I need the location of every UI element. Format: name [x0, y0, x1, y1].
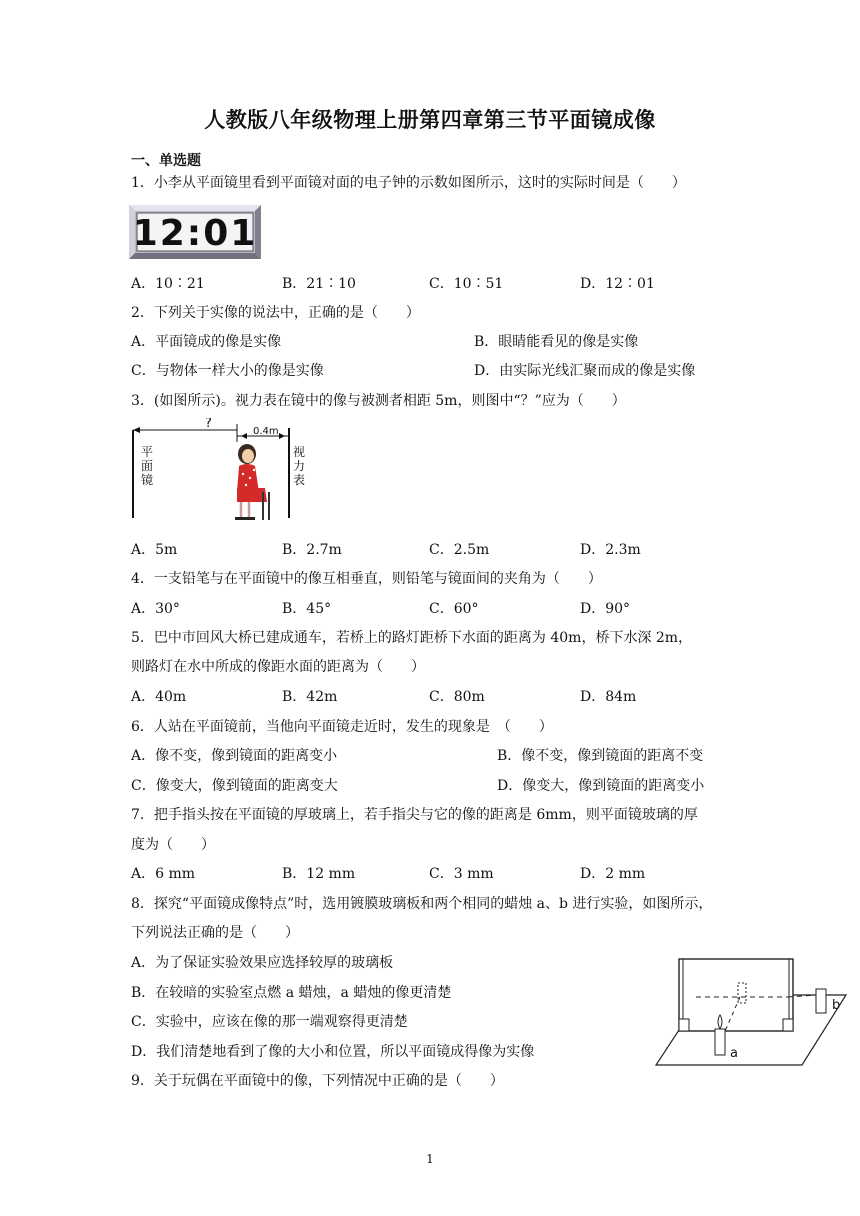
q2-option-d: D．由实际光线汇聚而成的像是实像 — [474, 363, 696, 379]
q8-option-b: B．在较暗的实验室点燃 a 蜡烛，a 蜡烛的像更清楚 — [131, 985, 452, 1001]
svg-text:平: 平 — [141, 445, 154, 459]
q4-option-d: D．90° — [580, 601, 631, 617]
q1-option-c: C．10∶51 — [429, 276, 504, 292]
section-heading: 一、单选题 — [131, 153, 201, 169]
question-8-text-line-2: 下列说法正确的是（ ） — [131, 925, 299, 941]
question-7-text-line-1: 7．把手指头按在平面镜的厚玻璃上，若手指尖与它的像的距离是 6mm，则平面镜玻璃的厚 — [131, 807, 698, 823]
q7-option-b: B．12 mm — [282, 866, 356, 882]
q8-option-c: C．实验中，应该在像的那一端观察得更清楚 — [131, 1014, 408, 1030]
question-7-text-line-2: 度为（ ） — [131, 837, 215, 853]
digital-clock-figure — [129, 205, 261, 259]
q6-option-b: B．像不变，像到镜面的距离不变 — [497, 748, 704, 764]
q2-option-a: A．平面镜成的像是实像 — [131, 334, 282, 350]
q4-option-a: A．30° — [131, 601, 180, 617]
q1-option-d: D．12∶01 — [580, 276, 655, 292]
question-2-text: 2．下列关于实像的说法中，正确的是（ ） — [131, 305, 420, 321]
q5-option-a: A．40m — [131, 689, 187, 705]
q4-option-c: C．60° — [429, 601, 479, 617]
q1-option-b: B．21∶10 — [282, 276, 356, 292]
q3-option-c: C．2.5m — [429, 542, 490, 558]
svg-text:视: 视 — [293, 445, 306, 459]
question-mark-label: ? — [205, 418, 212, 431]
q7-option-d: D．2 mm — [580, 866, 646, 882]
q6-option-c: C．像变大，像到镜面的距离变大 — [131, 778, 338, 794]
question-8-text-line-1: 8．探究“平面镜成像特点”时，选用镀膜玻璃板和两个相同的蜡烛 a、b 进行实验，如图所示， — [131, 896, 713, 912]
q6-option-a: A．像不变，像到镜面的距离变小 — [131, 748, 338, 764]
question-1-text: 1．小李从平面镜里看到平面镜对面的电子钟的示数如图所示，这时的实际时间是（ ） — [131, 175, 686, 191]
eye-chart-figure — [129, 418, 309, 526]
q3-option-b: B．2.7m — [282, 542, 342, 558]
clock-digits: 12:01 — [132, 213, 258, 254]
candle-mirror-figure — [652, 955, 850, 1073]
q5-option-b: B．42m — [282, 689, 338, 705]
q4-option-b: B．45° — [282, 601, 332, 617]
q5-option-c: C．80m — [429, 689, 485, 705]
candle-a-label: a — [730, 1046, 738, 1061]
q7-option-a: A．6 mm — [131, 866, 196, 882]
distance-label: 0.4m — [253, 426, 279, 437]
q3-option-a: A．5m — [131, 542, 178, 558]
q1-option-a: A．10∶21 — [131, 276, 205, 292]
q6-option-d: D．像变大，像到镜面的距离变小 — [497, 778, 705, 794]
q8-option-d: D．我们清楚地看到了像的大小和位置，所以平面镜成得像为实像 — [131, 1044, 535, 1060]
question-4-text: 4．一支铅笔与在平面镜中的像互相垂直，则铅笔与镜面间的夹角为（ ） — [131, 571, 602, 587]
q8-option-a: A．为了保证实验效果应选择较厚的玻璃板 — [131, 955, 394, 971]
q7-option-c: C．3 mm — [429, 866, 494, 882]
q3-option-d: D．2.3m — [580, 542, 641, 558]
question-3-text: 3．(如图所示)。视力表在镜中的像与被测者相距 5m，则图中“？”应为（ ） — [131, 393, 626, 409]
svg-text:表: 表 — [293, 473, 306, 487]
question-5-text-line-1: 5．巴中市回风大桥已建成通车，若桥上的路灯距桥下水面的距离为 40m，桥下水深 2m， — [131, 630, 693, 646]
page-number: 1 — [426, 1152, 434, 1166]
page-title: 人教版八年级物理上册第四章第三节平面镜成像 — [204, 108, 656, 132]
svg-text:面: 面 — [141, 459, 154, 473]
question-5-text-line-2: 则路灯在水中所成的像距水面的距离为（ ） — [131, 659, 425, 675]
q2-option-c: C．与物体一样大小的像是实像 — [131, 363, 324, 379]
candle-b-label: b — [832, 998, 841, 1013]
question-6-text: 6．人站在平面镜前，当他向平面镜走近时，发生的现象是 （ ） — [131, 719, 553, 735]
svg-text:镜: 镜 — [141, 473, 154, 487]
q5-option-d: D．84m — [580, 689, 637, 705]
question-9-text: 9．关于玩偶在平面镜中的像，下列情况中正确的是（ ） — [131, 1073, 504, 1089]
q2-option-b: B．眼睛能看见的像是实像 — [474, 334, 639, 350]
svg-text:力: 力 — [293, 459, 306, 473]
